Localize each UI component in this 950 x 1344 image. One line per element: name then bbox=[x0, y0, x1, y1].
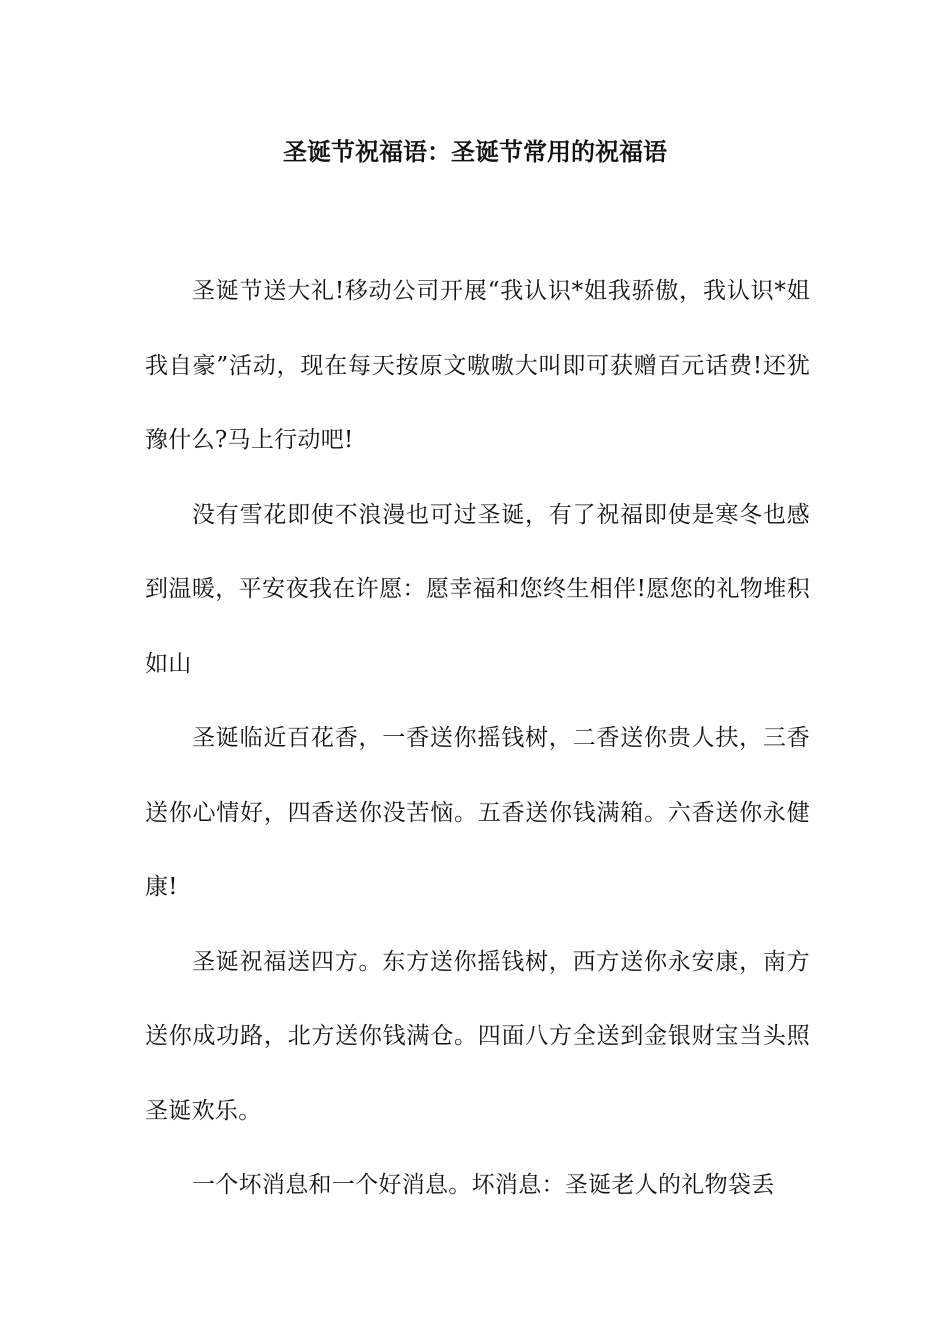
paragraph-3: 圣诞临近百花香，一香送你摇钱树，二香送你贵人扶，三香送你心情好，四香送你没苦恼。五香送你钱满箱。六香送你永健康! bbox=[145, 725, 810, 900]
paragraph-5: 一个坏消息和一个好消息。坏消息：圣诞老人的礼物袋丢 bbox=[192, 1172, 775, 1198]
paragraph-1: 圣诞节送大礼!移动公司开展“我认识*姐我骄傲，我认识*姐我自豪”活动，现在每天按原文嗷嗷大叫即可获赠百元话费!还犹豫什么?马上行动吧! bbox=[145, 278, 810, 453]
document-body bbox=[145, 254, 810, 1223]
document-title: 圣诞节祝福语：圣诞节常用的祝福语 bbox=[283, 137, 667, 166]
paragraph-2: 没有雪花即使不浪漫也可过圣诞，有了祝福即使是寒冬也感到温暖，平安夜我在许愿：愿幸福和您终生相伴!愿您的礼物堆积如山 bbox=[145, 501, 810, 677]
paragraph-4: 圣诞祝福送四方。东方送你摇钱树，西方送你永安康，南方送你成功路，北方送你钱满仓。四面八方全送到金银财宝当头照圣诞欢乐。 bbox=[145, 948, 810, 1124]
